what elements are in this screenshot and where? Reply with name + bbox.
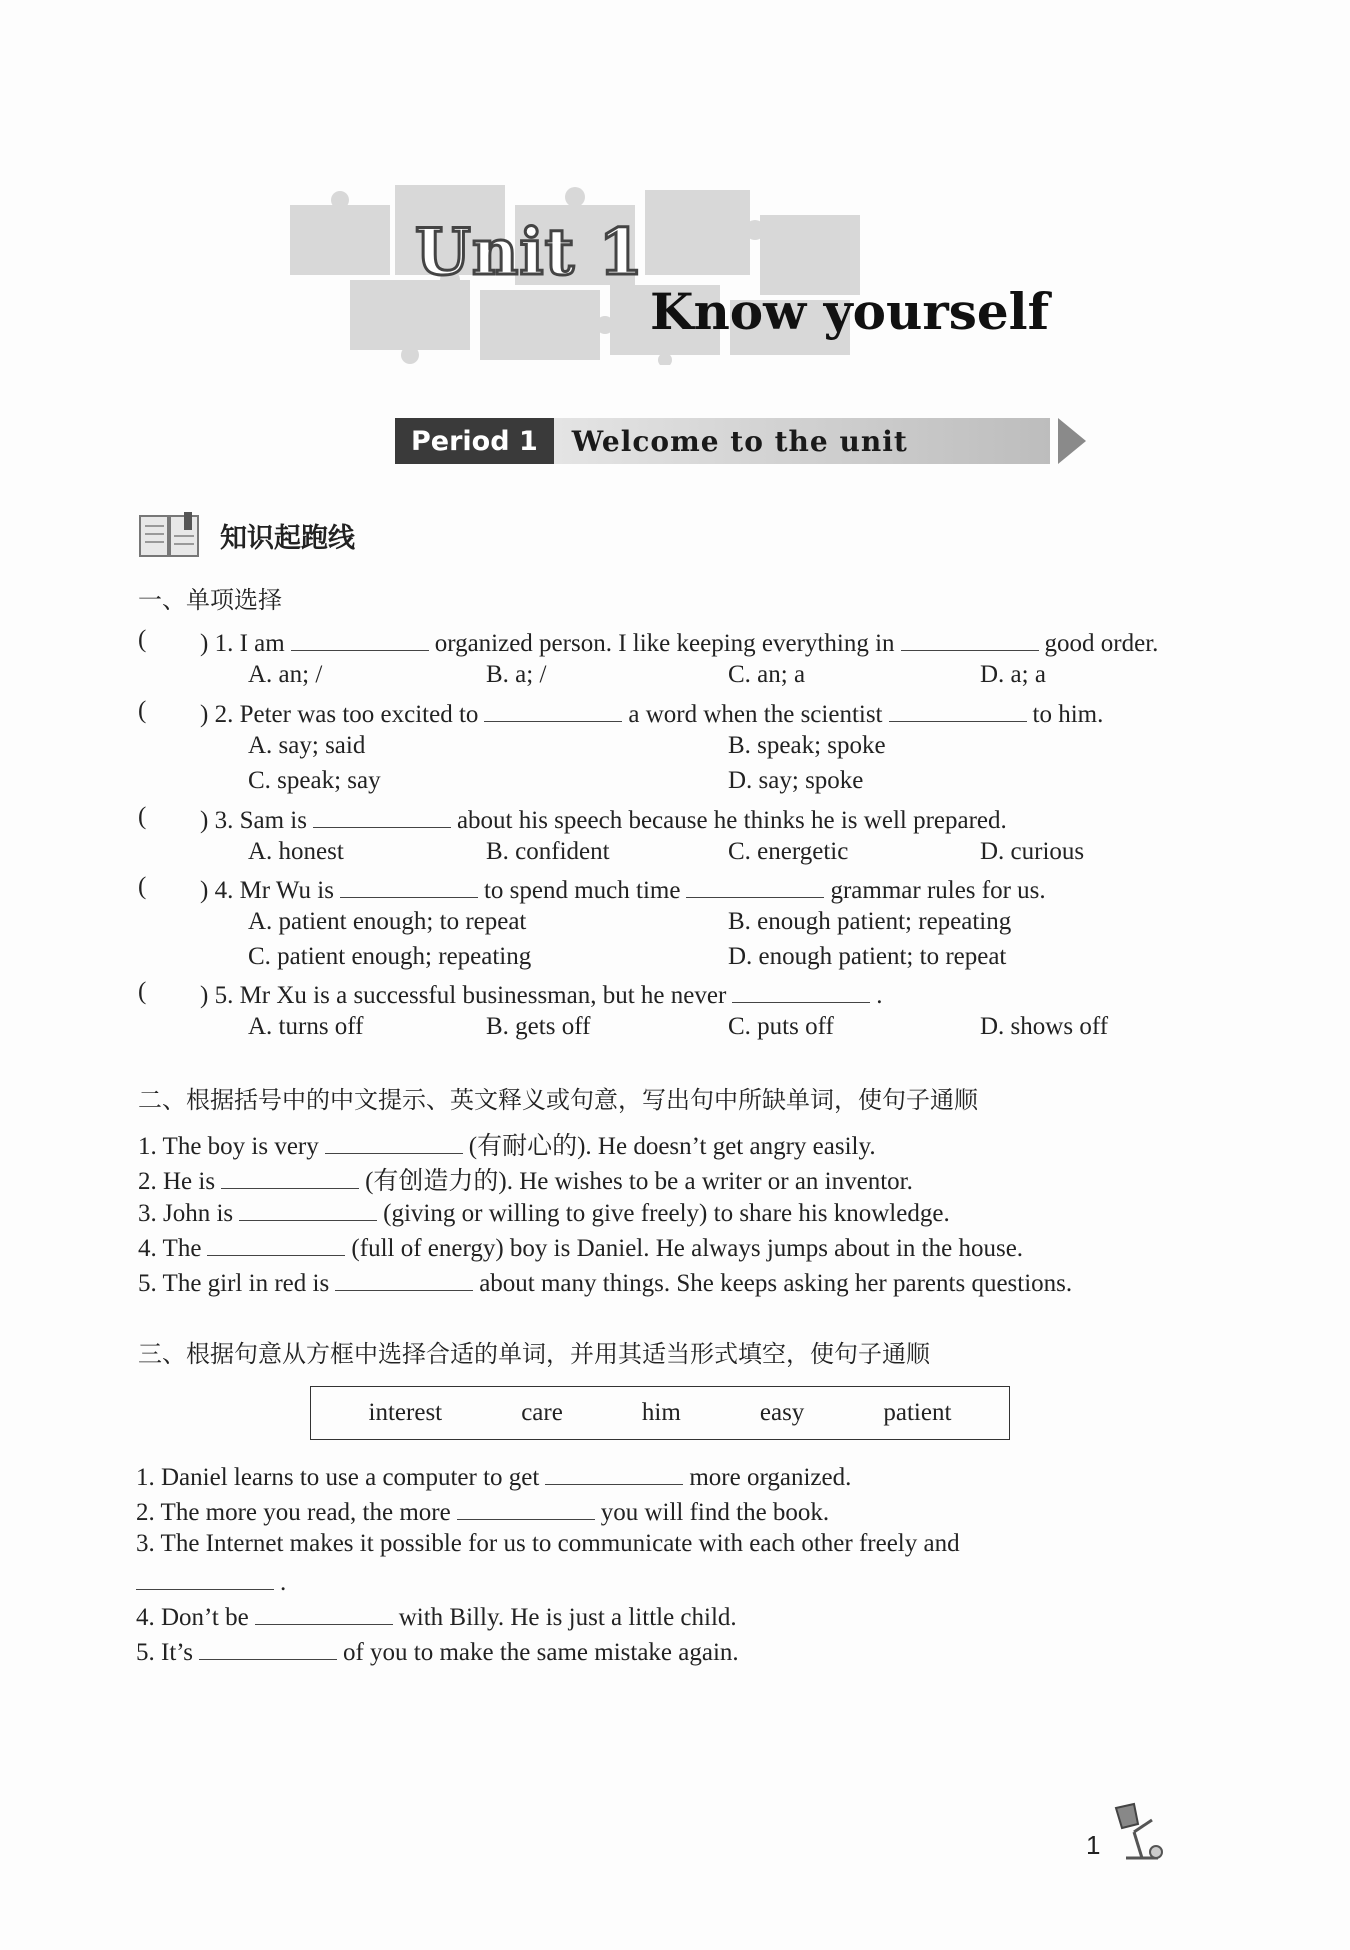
fill-item	[136, 1635, 739, 1667]
question-4	[200, 873, 1046, 905]
question-5	[200, 978, 883, 1010]
answer-blank[interactable]	[239, 1196, 377, 1221]
option-a: A. patient enough; to repeat	[248, 908, 527, 935]
answer-blank[interactable]	[335, 1266, 473, 1291]
item-text: (有创造力的). He wishes to be a writer or an inventor.	[365, 1168, 913, 1195]
unit-title: Know yourself	[650, 282, 1050, 341]
option-d: D. curious	[980, 838, 1085, 865]
section-title: 知识起跑线	[220, 522, 355, 554]
fill-item	[136, 1460, 851, 1492]
unit-number: Unit 1	[415, 215, 645, 290]
option-c: C. patient enough; repeating	[248, 943, 532, 970]
fill-item	[136, 1600, 737, 1632]
item-text: 4. The	[138, 1235, 202, 1262]
item-text: more organized.	[689, 1464, 852, 1491]
fill-item	[138, 1126, 876, 1162]
answer-blank[interactable]	[732, 978, 870, 1003]
item-text: 2. He is	[138, 1168, 216, 1195]
option-d: D. shows off	[980, 1013, 1109, 1040]
question-text: ) 4. Mr Wu is	[200, 877, 334, 904]
question-text: to him.	[1032, 701, 1104, 728]
answer-blank[interactable]	[901, 626, 1039, 651]
item-text: 1. Daniel learns to use a computer to get	[136, 1464, 540, 1491]
period-banner	[395, 418, 1086, 464]
answer-blank[interactable]	[199, 1635, 337, 1660]
answer-blank[interactable]	[340, 873, 478, 898]
item-text: 2. The more you read, the more	[136, 1499, 451, 1526]
item-text: 1. The boy is very	[138, 1133, 319, 1160]
option-d: D. say; spoke	[728, 767, 864, 794]
answer-blank[interactable]	[255, 1600, 393, 1625]
item-text: (giving or willing to give freely) to share his knowledge.	[383, 1200, 950, 1227]
period-title: Welcome to the unit	[554, 418, 1050, 464]
question-text: about his speech because he thinks he is well prepared.	[456, 807, 1007, 834]
period-label: Period 1	[395, 418, 554, 464]
answer-blank[interactable]	[325, 1129, 463, 1154]
answer-blank[interactable]	[291, 626, 429, 651]
option-a: A. an; /	[248, 661, 323, 688]
item-text: about many things. She keeps asking her parents questions.	[479, 1270, 1073, 1297]
answer-blank[interactable]	[313, 803, 451, 828]
fill-item	[138, 1266, 1072, 1298]
option-a: A. say; said	[248, 732, 366, 759]
fill-item	[136, 1530, 960, 1558]
item-text: (full of energy) boy is Daniel. He always jumps about in the house.	[351, 1235, 1024, 1262]
item-text: of you to make the same mistake again.	[342, 1639, 739, 1666]
answer-paren: (	[138, 697, 147, 724]
fill-item	[138, 1231, 1023, 1263]
question-2	[200, 697, 1103, 729]
option-c: C. speak; say	[248, 767, 381, 794]
arrow-icon	[1058, 418, 1086, 464]
question-text: ) 3. Sam is	[200, 807, 307, 834]
answer-paren: (	[138, 803, 147, 830]
book-icon	[138, 510, 202, 560]
option-c: C. an; a	[728, 661, 806, 688]
answer-paren: (	[138, 873, 147, 900]
question-text: ) 1. I am	[200, 630, 285, 657]
question-text: a word when the scientist	[628, 701, 883, 728]
question-text: .	[876, 982, 883, 1009]
fill-item	[136, 1495, 829, 1527]
word-option: easy	[759, 1399, 805, 1426]
word-option: interest	[368, 1399, 443, 1426]
part3-title: 三、根据句意从方框中选择合适的单词，并用其适当形式填空，使句子通顺	[138, 1340, 930, 1368]
question-text: grammar rules for us.	[830, 877, 1046, 904]
option-a: A. turns off	[248, 1013, 364, 1040]
fill-item	[138, 1161, 913, 1197]
question-3	[200, 803, 1007, 835]
answer-blank[interactable]	[457, 1495, 595, 1520]
answer-blank[interactable]	[686, 873, 824, 898]
item-text: with Billy. He is just a little child.	[398, 1604, 737, 1631]
question-text: ) 2. Peter was too excited to	[200, 701, 479, 728]
question-text: good order.	[1044, 630, 1159, 657]
question-text: ) 5. Mr Xu is a successful businessman, but he never	[200, 982, 727, 1009]
option-d: D. enough patient; to repeat	[728, 943, 1007, 970]
option-b: B. a; /	[486, 661, 547, 688]
question-1	[200, 626, 1158, 658]
item-text: you will find the book.	[600, 1499, 830, 1526]
option-b: B. gets off	[486, 1013, 591, 1040]
lamp-icon	[1108, 1802, 1172, 1866]
item-text: 5. The girl in red is	[138, 1270, 330, 1297]
word-option: him	[641, 1399, 681, 1426]
page-number: 1	[1086, 1830, 1101, 1860]
answer-paren: (	[138, 626, 147, 653]
part1-title: 一、单项选择	[138, 586, 282, 614]
option-c: C. energetic	[728, 838, 849, 865]
option-d: D. a; a	[980, 661, 1046, 688]
word-option: patient	[883, 1399, 952, 1426]
answer-blank[interactable]	[889, 697, 1027, 722]
fill-item	[138, 1196, 950, 1228]
option-b: B. enough patient; repeating	[728, 908, 1012, 935]
option-c: C. puts off	[728, 1013, 834, 1040]
item-text: 3. The Internet makes it possible for us to communicate with each other freely and	[136, 1530, 960, 1557]
question-text: organized person. I like keeping everything in	[434, 630, 895, 657]
option-a: A. honest	[248, 838, 344, 865]
section-header	[138, 510, 355, 560]
option-b: B. confident	[486, 838, 610, 865]
answer-paren: (	[138, 978, 147, 1005]
answer-blank[interactable]	[207, 1231, 345, 1256]
option-b: B. speak; spoke	[728, 732, 886, 759]
item-text: (有耐心的). He doesn’t get angry easily.	[468, 1133, 876, 1160]
answer-blank[interactable]	[136, 1565, 274, 1590]
answer-blank[interactable]	[545, 1460, 683, 1485]
answer-blank[interactable]	[221, 1164, 359, 1189]
item-text: 4. Don’t be	[136, 1604, 249, 1631]
fill-item: .	[136, 1565, 286, 1597]
part2-title: 二、根据括号中的中文提示、英文释义或句意，写出句中所缺单词，使句子通顺	[138, 1086, 978, 1114]
item-text: 5. It’s	[136, 1639, 193, 1666]
word-box	[310, 1386, 1010, 1440]
item-text: 3. John is	[138, 1200, 234, 1227]
word-option: care	[521, 1399, 563, 1426]
question-text: to spend much time	[483, 877, 681, 904]
answer-blank[interactable]	[484, 697, 622, 722]
